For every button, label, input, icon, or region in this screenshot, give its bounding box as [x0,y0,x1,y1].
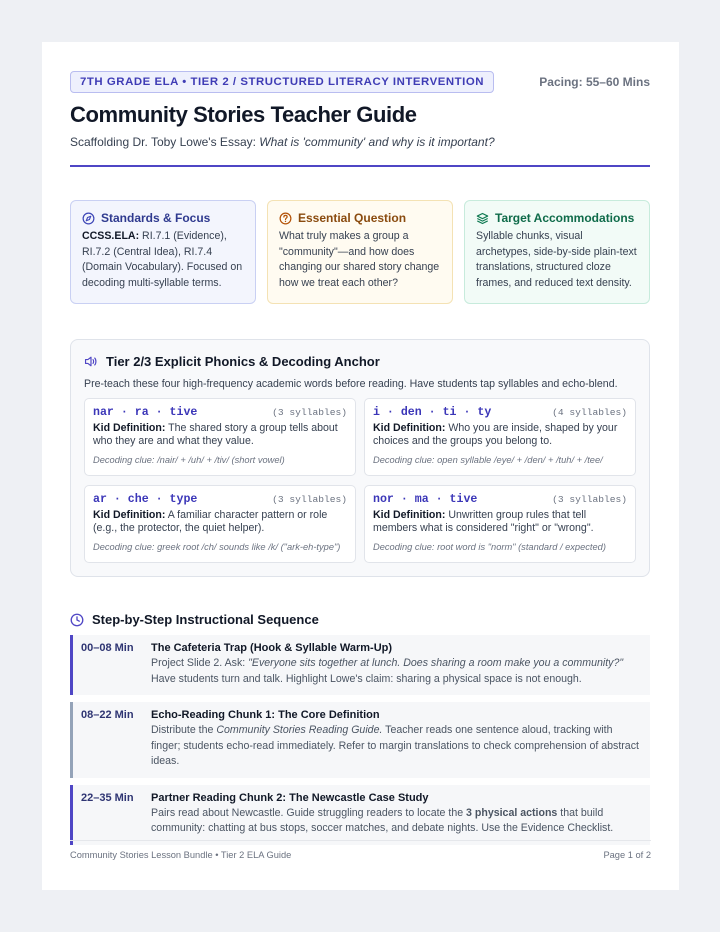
syllable-count: (3 syllables) [552,494,627,505]
sequence-header [70,612,650,627]
step-desc-text: Project Slide 2. Ask: [151,657,249,669]
step-time: 08–22 Min [81,709,134,721]
word-card-header [373,406,627,419]
header-meta [70,70,650,94]
standards-card-header [82,211,244,225]
step-content [143,635,650,695]
step-content [143,702,650,778]
page-title: Community Stories Teacher Guide [70,102,417,127]
subtitle-essay-title: What is 'community' and why is it important? [259,135,495,149]
page-content [70,70,650,845]
title-divider [70,165,650,167]
decoding-clue: Decoding clue: greek root /ch/ sounds like /k/ ("ark-eh-type") [93,542,341,552]
step-description [151,806,642,837]
guide-page [42,42,679,890]
word-card-header [373,493,627,506]
kid-definition [93,422,347,447]
step-desc-text: Teacher reads one sentence aloud, tracking with finger; students echo-read immediately. Refer to margin translations to check comprehension of abstract ideas. [151,724,639,767]
kid-definition-text: Unwritten group rules that tell members what is considered "right" or "wrong". [373,509,594,534]
essential-question-title: Essential Question [298,211,407,225]
word-syllables: nor · ma · tive [373,493,478,506]
accommodations-title: Target Accommodations [495,211,635,225]
phonics-panel [70,339,650,577]
question-icon [279,212,292,225]
standards-card-body [82,229,244,291]
word-syllables: i · den · ti · ty [373,406,492,419]
standards-card [70,200,256,304]
sequence-step [70,702,650,778]
sequence-step [70,635,650,695]
syllable-count: (3 syllables) [272,494,347,505]
grade-badge: 7TH GRADE ELA • TIER 2 / STRUCTURED LITERACY INTERVENTION [70,71,494,93]
decoding-clue: Decoding clue: root word is "norm" (standard / expected) [373,542,606,552]
phonics-header [84,354,636,369]
syllable-count: (4 syllables) [552,407,627,418]
word-card-archetype [84,485,356,563]
step-description [151,656,642,687]
step-desc-strong: 3 physical actions [466,806,558,819]
phonics-intro: Pre-teach these four high-frequency academic words before reading. Have students tap syllables and echo-blend. [84,378,618,390]
kid-definition-label: Kid Definition: [93,422,166,434]
sequence-title: Step-by-Step Instructional Sequence [92,612,319,627]
step-description [151,723,642,770]
syllable-count: (3 syllables) [272,407,347,418]
vocabulary-grid [84,398,636,563]
kid-definition [373,509,627,534]
decoding-clue: Decoding clue: /nair/ + /uh/ + /tiv/ (short vowel) [93,455,285,465]
step-desc-text: that build community: chatting at bus stops, soccer matches, and debate nights. Use the Evidence Checklist. [151,806,614,834]
kid-definition-text: The shared story a group tells about who they are and what they value. [93,422,338,447]
essential-question-header [279,211,441,225]
accommodations-body: Syllable chunks, visual archetypes, side-by-side plain-text translations, structured cloze frames, and reduced text density. [476,230,637,289]
page-number: Page 1 of 2 [603,850,651,860]
step-desc-text: Have students turn and talk. Highlight Lowe's claim: sharing a physical space is not enough. [151,672,582,685]
page-footer [70,840,651,860]
essential-question-card [267,200,453,304]
kid-definition [373,422,627,447]
word-card-normative [364,485,636,563]
step-desc-text: Pairs read about Newcastle. Guide struggling readers to locate the [151,806,467,819]
accommodations-header [476,211,638,225]
subtitle-prefix: Scaffolding Dr. Toby Lowe's Essay: [70,135,260,149]
word-card-header [93,406,347,419]
word-syllables: nar · ra · tive [93,406,198,419]
sequence-step [70,785,650,845]
step-desc-quote: Community Stories Reading Guide. [216,724,383,736]
layers-icon [476,212,489,225]
essential-question-body: What truly makes a group a "community"—and how does changing our shared story change how we treat each other? [279,230,440,289]
kid-definition-label: Kid Definition: [373,422,446,434]
footer-left: Community Stories Lesson Bundle • Tier 2 ELA Guide [70,850,292,860]
speaker-icon [84,355,98,368]
step-title: Partner Reading Chunk 2: The Newcastle Case Study [151,791,429,804]
kid-definition [93,509,347,534]
standards-lead: CCSS.ELA: [82,230,140,242]
decoding-clue: Decoding clue: open syllable /eye/ + /den/ + /tuh/ + /tee/ [373,455,603,465]
step-desc-quote: "Everyone sits together at lunch. Does sharing a room make you a community?" [248,657,624,669]
step-title: The Cafeteria Trap (Hook & Syllable Warm-Up) [151,642,393,654]
word-card-narrative [84,398,356,476]
kid-definition-label: Kid Definition: [93,509,166,521]
pacing-label: Pacing: 55–60 Mins [539,75,650,89]
page-subtitle [70,134,650,150]
kid-definition-text: A familiar character pattern or role (e.g., the protector, the quiet helper). [93,509,328,534]
step-title: Echo-Reading Chunk 1: The Core Definition [151,709,380,721]
step-time: 22–35 Min [81,791,134,804]
standards-text: RI.7.1 (Evidence), RI.7.2 (Central Idea), RI.7.4 (Domain Vocabulary). Focused on decoding multi-syllable terms. [82,230,243,289]
word-card-header [93,493,347,506]
step-desc-text: Distribute the [151,724,217,736]
kid-definition-text: Who you are inside, shaped by your choices and the groups you belong to. [373,422,618,447]
step-content [143,785,650,845]
standards-card-title: Standards & Focus [101,211,211,225]
overview-cards [70,200,650,304]
kid-definition-label: Kid Definition: [373,509,446,521]
compass-icon [82,212,95,225]
step-time: 00–08 Min [81,642,134,654]
word-syllables: ar · che · type [93,493,198,506]
clock-icon [70,613,84,627]
phonics-title: Tier 2/3 Explicit Phonics & Decoding Anchor [106,354,380,369]
accommodations-card [464,200,650,304]
word-card-identity [364,398,636,476]
